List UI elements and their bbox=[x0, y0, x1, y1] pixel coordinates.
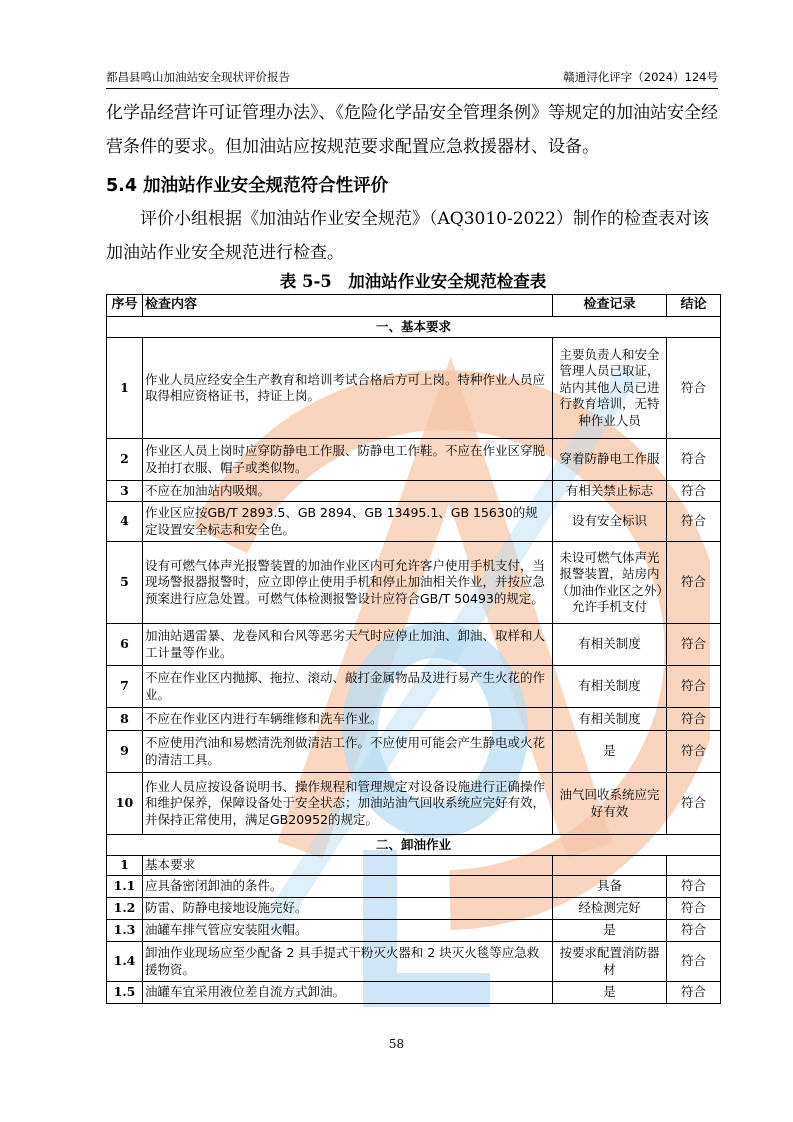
row-no: 1 bbox=[107, 338, 143, 439]
row-record: 有相关制度 bbox=[553, 708, 667, 731]
row-no: 4 bbox=[107, 502, 143, 542]
row-record: 穿着防静电工作服 bbox=[553, 439, 667, 481]
table-row bbox=[107, 731, 721, 773]
table-row bbox=[107, 439, 721, 481]
row-result: 符合 bbox=[667, 898, 721, 920]
row-record: 设有安全标识 bbox=[553, 502, 667, 542]
row-result: 符合 bbox=[667, 708, 721, 731]
inspection-table bbox=[106, 294, 721, 1004]
row-result: 符合 bbox=[667, 876, 721, 898]
header-report-title: 都昌县鸣山加油站安全现状评价报告 bbox=[106, 70, 290, 84]
row-no: 5 bbox=[107, 542, 143, 624]
row-record: 主要负责人和安全管理人员已取证，站内其他人员已进行教育培训，无特种作业人员 bbox=[553, 338, 667, 439]
row-record: 是 bbox=[553, 920, 667, 942]
table-row bbox=[107, 856, 721, 876]
header-record: 检查记录 bbox=[553, 295, 667, 317]
table-header-row bbox=[107, 295, 721, 317]
row-result: 符合 bbox=[667, 773, 721, 835]
row-content: 不应在作业区内抛掷、拖拉、滚动、敲打金属物品及进行易产生火花的作业。 bbox=[143, 666, 553, 708]
row-record: 是 bbox=[553, 731, 667, 773]
row-no: 1 bbox=[107, 856, 143, 876]
section-title-unloading: 二、卸油作业 bbox=[107, 835, 721, 856]
table-row bbox=[107, 481, 721, 502]
table-row bbox=[107, 624, 721, 666]
row-result: 符合 bbox=[667, 338, 721, 439]
row-no: 6 bbox=[107, 624, 143, 666]
row-result bbox=[667, 856, 721, 876]
page-header bbox=[106, 66, 718, 89]
row-record: 是 bbox=[553, 982, 667, 1004]
row-result: 符合 bbox=[667, 481, 721, 502]
row-result: 符合 bbox=[667, 920, 721, 942]
page-number: 58 bbox=[388, 1037, 405, 1051]
row-result: 符合 bbox=[667, 542, 721, 624]
row-content: 作业区应按GB/T 2893.5、GB 2894、GB 13495.1、GB 15630的规定设置安全标志和安全色。 bbox=[143, 502, 553, 542]
table-row bbox=[107, 773, 721, 835]
row-record: 油气回收系统应完好有效 bbox=[553, 773, 667, 835]
header-result: 结论 bbox=[667, 295, 721, 317]
section-row bbox=[107, 317, 721, 338]
row-no: 7 bbox=[107, 666, 143, 708]
row-result: 符合 bbox=[667, 439, 721, 481]
row-record bbox=[553, 856, 667, 876]
row-no: 1.3 bbox=[107, 920, 143, 942]
section-title-basic: 一、基本要求 bbox=[107, 317, 721, 338]
row-record: 未设可燃气体声光报警装置，站房内（加油作业区之外）允许手机支付 bbox=[553, 542, 667, 624]
row-content: 不应使用汽油和易燃清洗剂做清洁工作。不应使用可能会产生静电或火花的清洁工具。 bbox=[143, 731, 553, 773]
paragraph-method: 评价小组根据《加油站作业安全规范》（AQ3010-2022）制作的检查表对该加油站作业安全规范进行检查。 bbox=[106, 209, 709, 263]
row-content: 作业人员应经安全生产教育和培训考试合格后方可上岗。特种作业人员应取得相应资格证书，持证上岗。 bbox=[143, 338, 553, 439]
row-content: 油罐车宜采用液位差自流方式卸油。 bbox=[143, 982, 553, 1004]
table-row bbox=[107, 708, 721, 731]
row-result: 符合 bbox=[667, 731, 721, 773]
section-row bbox=[107, 835, 721, 856]
table-row bbox=[107, 920, 721, 942]
row-content: 防雷、防静电接地设施完好。 bbox=[143, 898, 553, 920]
row-content: 应具备密闭卸油的条件。 bbox=[143, 876, 553, 898]
row-record: 按要求配置消防器材 bbox=[553, 942, 667, 982]
row-result: 符合 bbox=[667, 502, 721, 542]
table-row bbox=[107, 338, 721, 439]
row-no: 1.4 bbox=[107, 942, 143, 982]
row-no: 10 bbox=[107, 773, 143, 835]
row-no: 3 bbox=[107, 481, 143, 502]
row-no: 2 bbox=[107, 439, 143, 481]
table-row bbox=[107, 666, 721, 708]
row-no: 9 bbox=[107, 731, 143, 773]
row-result: 符合 bbox=[667, 666, 721, 708]
row-record: 具备 bbox=[553, 876, 667, 898]
row-no: 8 bbox=[107, 708, 143, 731]
table-row bbox=[107, 542, 721, 624]
header-no: 序号 bbox=[107, 295, 143, 317]
row-content: 油罐车排气管应安装阻火帽。 bbox=[143, 920, 553, 942]
row-content: 不应在作业区内进行车辆维修和洗车作业。 bbox=[143, 708, 553, 731]
table-row bbox=[107, 898, 721, 920]
paragraph-intro: 化学品经营许可证管理办法》、《危险化学品安全管理条例》等规定的加油站安全经营条件的要求。但加油站应按规范要求配置应急救援器材、设备。 bbox=[106, 103, 718, 157]
table-row bbox=[107, 942, 721, 982]
table-row bbox=[107, 982, 721, 1004]
row-content: 作业人员应按设备说明书、操作规程和管理规定对设备设施进行正确操作和维护保养，保障设备处于安全状态；加油站油气回收系统应完好有效，并保持正常使用，满足GB20952的规定。 bbox=[143, 773, 553, 835]
table-row bbox=[107, 876, 721, 898]
row-content: 卸油作业现场应至少配备 2 具手提式干粉灭火器和 2 块灭火毯等应急救援物资。 bbox=[143, 942, 553, 982]
row-record: 有相关禁止标志 bbox=[553, 481, 667, 502]
row-result: 符合 bbox=[667, 624, 721, 666]
section-heading: 5.4 加油站作业安全规范符合性评价 bbox=[106, 176, 389, 196]
row-record: 经检测完好 bbox=[553, 898, 667, 920]
table-row bbox=[107, 502, 721, 542]
header-content: 检查内容 bbox=[143, 295, 553, 317]
row-content: 基本要求 bbox=[143, 856, 553, 876]
row-record: 有相关制度 bbox=[553, 624, 667, 666]
table-caption: 表 5-5 加油站作业安全规范检查表 bbox=[279, 272, 547, 291]
row-content: 设有可燃气体声光报警装置的加油作业区内可允许客户使用手机支付，当现场警报器报警时，应立即停止使用手机和停止加油相关作业，并按应急预案进行应急处置。可燃气体检测报警设计应符合GB/T 50493的规定。 bbox=[143, 542, 553, 624]
row-result: 符合 bbox=[667, 982, 721, 1004]
row-content: 加油站遇雷暴、龙卷风和台风等恶劣天气时应停止加油、卸油、取样和人工计量等作业。 bbox=[143, 624, 553, 666]
row-content: 不应在加油站内吸烟。 bbox=[143, 481, 553, 502]
row-no: 1.5 bbox=[107, 982, 143, 1004]
header-report-number: 赣通浔化评字（2024）124号 bbox=[563, 70, 718, 84]
row-result: 符合 bbox=[667, 942, 721, 982]
row-content: 作业区人员上岗时应穿防静电工作服、防静电工作鞋。不应在作业区穿脱及拍打衣服、帽子或类似物。 bbox=[143, 439, 553, 481]
row-no: 1.1 bbox=[107, 876, 143, 898]
row-record: 有相关制度 bbox=[553, 666, 667, 708]
row-no: 1.2 bbox=[107, 898, 143, 920]
